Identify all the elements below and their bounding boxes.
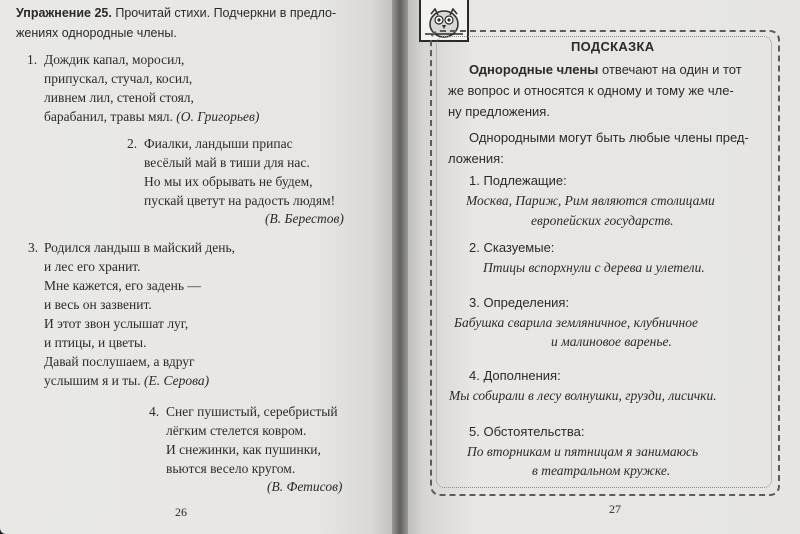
- item-3-example-line-2: и малиновое варенье.: [551, 334, 672, 349]
- poem-2-author: (В. Берестов): [265, 211, 344, 226]
- poem-2-line-2: весёлый май в тиши для нас.: [144, 155, 310, 170]
- item-1-example-line-1: Москва, Париж, Рим являются столицами: [466, 193, 715, 208]
- item-3-heading: 3. Определения:: [469, 295, 570, 310]
- item-3-example-line-1: Бабушка сварила земляничное, клубничное: [454, 315, 698, 330]
- poem-2-line-1: Фиалки, ландыши припас: [144, 136, 293, 151]
- poem-1-number: 1.: [27, 52, 38, 67]
- right-page-number: 27: [609, 502, 621, 516]
- poem-1-line-3: ливнем лил, стеной стоял,: [44, 90, 194, 105]
- definition-line-2: же вопрос и относятся к одному и тому же чле-: [448, 83, 734, 98]
- poem-1-author: (О. Григорьев): [176, 109, 260, 124]
- poem-1-line-2: припускал, стучал, косил,: [44, 71, 193, 86]
- item-5-heading: 5. Обстоятельства:: [469, 424, 585, 439]
- hint-title: ПОДСКАЗКА: [571, 39, 655, 54]
- poem-4-line-1: Снег пушистый, серебристый: [166, 404, 338, 419]
- poem-3-line-2: и лес его хранит.: [44, 259, 141, 274]
- poem-3-line-8: услышим я и ты.: [44, 373, 141, 388]
- exercise-task-line1: Прочитай стихи. Подчеркни в предло-: [115, 6, 337, 20]
- poem-3-line-1: Родился ландыш в майский день,: [44, 240, 236, 255]
- right-page: [404, 0, 800, 534]
- item-4-heading: 4. Дополнения:: [469, 368, 561, 383]
- poem-2-number: 2.: [127, 136, 138, 151]
- poem-2-line-3: Но мы их обрывать не будем,: [144, 174, 313, 189]
- exercise-heading: Упражнение 25.: [16, 6, 112, 20]
- item-1-example-line-2: европейских государств.: [531, 213, 674, 228]
- poem-4-author: (В. Фетисов): [267, 479, 343, 494]
- item-5-example-line-2: в театральном кружке.: [532, 463, 671, 478]
- poem-3-line-6: и птицы, и цветы.: [44, 335, 147, 350]
- item-2-heading: 2. Сказуемые:: [469, 240, 555, 255]
- poem-3-line-7: Давай послушаем, а вдруг: [44, 354, 195, 369]
- book-gutter: [392, 0, 408, 534]
- poem-1-line-4: барабанил, травы мял.: [44, 109, 173, 124]
- poem-4-line-2: лёгким стелется ковром.: [166, 423, 307, 438]
- poem-2-line-4: пускай цветут на радость людям!: [144, 193, 336, 208]
- poem-3-author: (Е. Серова): [144, 373, 210, 388]
- poem-3-number: 3.: [28, 240, 39, 255]
- left-page: [0, 0, 396, 534]
- poem-3-line-5: И этот звон услышат луг,: [44, 316, 189, 331]
- item-5-example-line-1: По вторникам и пятницам я занимаюсь: [467, 444, 699, 459]
- definition-rest: отвечают на один и тот: [598, 62, 742, 77]
- left-page-number: 26: [175, 505, 187, 519]
- item-4-example-line-1: Мы собирали в лесу волнушки, грузди, лисички.: [449, 388, 717, 403]
- poem-3-line-3: Мне кажется, его задень —: [44, 278, 201, 293]
- poem-4-number: 4.: [149, 404, 160, 419]
- item-1-heading: 1. Подлежащие:: [469, 173, 567, 188]
- poem-3-line-4: и весь он зазвенит.: [44, 297, 152, 312]
- definition-line-3: ну предложения.: [448, 104, 550, 119]
- poem-1-line-1: Дождик капал, моросил,: [44, 52, 185, 67]
- intro-line-2: ложения:: [448, 151, 504, 166]
- definition-term: Однородные члены: [469, 62, 599, 77]
- exercise-task-line2: жениях однородные члены.: [16, 26, 177, 40]
- poem-4-line-4: вьются весело кругом.: [166, 461, 296, 476]
- intro-line-1: Однородными могут быть любые члены пред-: [469, 130, 749, 145]
- poem-4-line-3: И снежинки, как пушинки,: [166, 442, 321, 457]
- item-2-example-line-1: Птицы вспорхнули с дерева и улетели.: [483, 260, 705, 275]
